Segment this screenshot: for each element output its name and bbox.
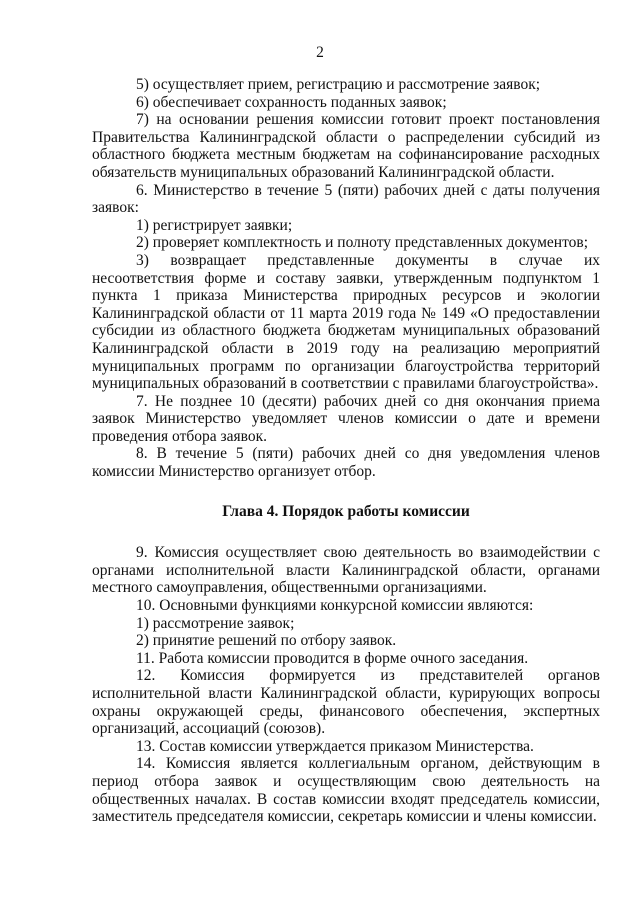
paragraph: 14. Комиссия является коллегиальным органом, действующим в период отбора заявок и осуществляющим свою деятельность на общественных началах. В состав комиссии входят председатель комиссии, заместитель председателя комиссии, секретарь комиссии и члены комиссии. [92,755,600,826]
paragraph: 6) обеспечивает сохранность поданных заявок; [136,93,447,111]
paragraph: 3) возвращает представленные документы в случае их несоответствия форме и составу заявки, утвержденным подпунктом 1 пункта 1 приказа Министерства природных ресурсов и экологии Калининградской области от 11 марта 2019 года № 149 «О предоставлении субсидии из областного бюджета бюджетам муниципальных образований Калининградской области в 2019 году на реализацию мероприятий муниципальных программ по организации благоустройства территорий муниципальных образований в соответствии с правилами благоустройства». [92,251,600,393]
paragraph: 2) принятие решений по отбору заявок. [136,632,397,650]
paragraph: 10. Основными функциями конкурсной комиссии являются: [136,597,534,615]
paragraph: 9. Комиссия осуществляет свою деятельность во взаимодействии с органами исполнительной власти Калининградской области, органами местного самоуправления, общественными организациями. [92,544,600,597]
document-body [92,76,600,826]
paragraph: 1) регистрирует заявки; [136,216,293,234]
paragraph: 8. В течение 5 (пяти) рабочих дней со дня уведомления членов комиссии Министерство организует отбор. [92,445,600,481]
page-number: 2 [316,44,324,61]
chapter-heading: Глава 4. Порядок работы комиссии [222,502,470,520]
paragraph: 12. Комиссия формируется из представителей органов исполнительной власти Калининградской области, курирующих вопросы охраны окружающей среды, финансового обеспечения, экспертных организаций, ассоциаций (союзов). [92,667,600,738]
paragraph: 1) рассмотрение заявок; [136,614,295,632]
paragraph: 2) проверяет комплектность и полноту представленных документов; [136,234,589,252]
paragraph: 7. Не позднее 10 (десяти) рабочих дней со дня окончания приема заявок Министерство уведомляет членов комиссии о дате и времени проведения отбора заявок. [92,392,600,445]
paragraph: 13. Состав комиссии утверждается приказом Министерства. [136,737,534,755]
paragraph: 6. Министерство в течение 5 (пяти) рабочих дней с даты получения заявок: [92,181,600,217]
paragraph: 11. Работа комиссии проводится в форме очного заседания. [136,649,529,667]
paragraph: 7) на основании решения комиссии готовит проект постановления Правительства Калининградской области о распределении субсидий из областного бюджета местным бюджетам на софинансирование расходных обязательств муниципальных образований Калининградской области. [92,111,600,181]
paragraph: 5) осуществляет прием, регистрацию и рассмотрение заявок; [136,76,541,93]
